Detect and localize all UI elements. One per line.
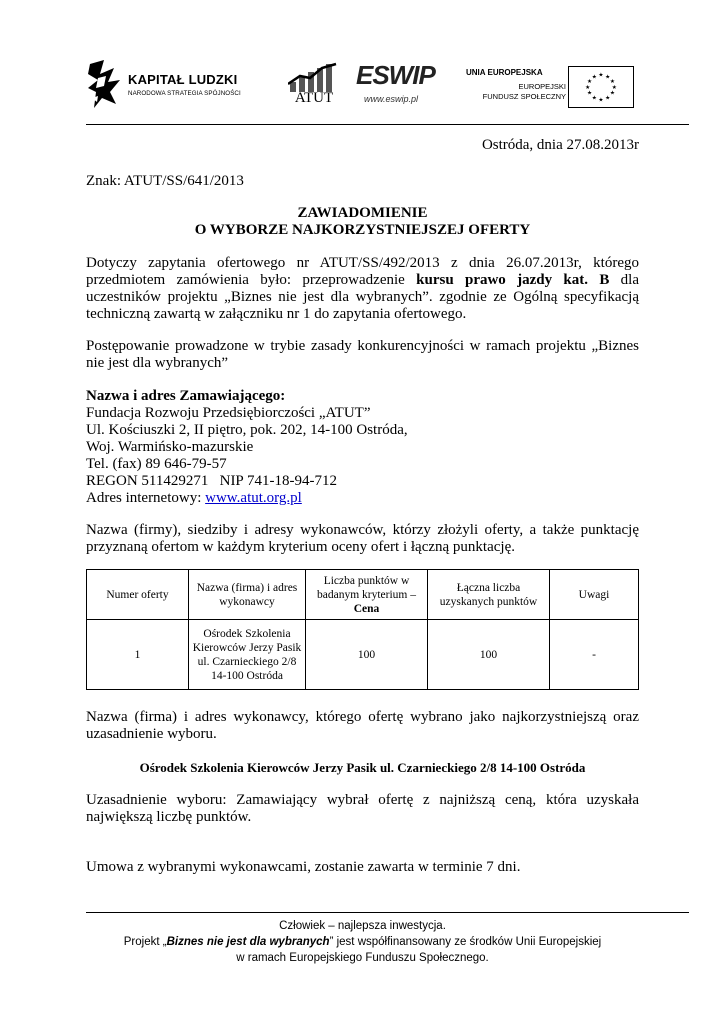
contracting-line4: Tel. (fax) 89 646-79-57 [86,456,227,472]
ue-fund-line1: EUROPEJSKI [518,82,566,91]
cell-notes: - [550,620,639,690]
selected-contractor: Ośrodek Szkolenia Kierowców Jerzy Pasik ul. Czarnieckiego 2/8 14-100 Ostróda [139,760,586,775]
offers-intro: Nazwa (firmy), siedziby i adresy wykonawców, którzy złożyli oferty, a także punktację przyznaną ofertom w każdym kryterium oceny ofert i łączną punktację. [86,522,639,555]
title-line2: O WYBORZE NAJKORZYSTNIEJSZEJ OFERTY [194,222,531,238]
place-date: Ostróda, dnia 27.08.2013r [481,137,639,153]
kapital-ludzki-mark-icon [86,58,122,110]
justification: Uzasadnienie wyboru: Zamawiający wybrał ofertę z najniższą ceną, która uzyskała największą liczbę punktów. [86,792,639,825]
footer-line2 [86,934,639,950]
table-header-row [87,570,639,620]
header-offer-number: Numer oferty [87,570,189,620]
contracting-web [86,490,639,507]
kapital-ludzki-subtitle: NARODOWA STRATEGIA SPÓJNOŚCI [128,90,241,97]
ue-fund [483,82,566,102]
svg-text:★: ★ [598,97,604,104]
svg-text:★: ★ [605,74,611,81]
header-price-label: Cena [353,602,380,615]
svg-text:★: ★ [587,79,593,86]
contracting-authority [86,388,639,507]
eswip-url: www.eswip.pl [364,94,419,104]
selected-intro: Nazwa (firma) i adres wykonawcy, którego ofertę wybrano jako najkorzystniejszą oraz uzasadnienie wyboru. [86,709,639,742]
svg-text:★: ★ [591,74,597,81]
contracting-heading: Nazwa i adres Zamawiającego: [86,388,286,404]
contract-note: Umowa z wybranymi wykonawcami, zostanie zawarta w terminie 7 dni. [86,859,521,875]
procedure-paragraph: Postępowanie prowadzone w trybie zasady konkurencyjności w ramach projektu „Biznes nie jest dla wybranych” [86,338,639,371]
document-title [86,205,639,239]
header-total-points: Łączna liczba uzyskanych punktów [428,570,550,620]
header-price-points-text: Liczba punktów w badanym kryterium – [316,574,416,601]
contracting-line5: REGON 511429271 NIP 741-18-94-712 [86,473,337,489]
footer-line2-pre: Projekt „ [123,936,167,948]
header-notes: Uwagi [550,570,639,620]
reference-number: Znak: ATUT/SS/641/2013 [86,173,244,189]
intro-paragraph [86,255,639,323]
svg-text:★: ★ [585,84,591,91]
eswip-word: ESWIP [356,60,435,90]
header-contractor: Nazwa (firma) i adres wykonawcy [189,570,306,620]
title-line1: ZAWIADOMIENIE [297,205,428,221]
atut-label: ATUT [294,90,334,106]
offers-table [86,569,639,690]
svg-text:★: ★ [605,95,611,102]
intro-part2: dla uczestników projektu „Biznes nie jest dla wybranych”. zgodnie ze Ogólną specyfikacją techniczną zawartą w załączniku nr 1 do zapytania ofertowego. [86,272,639,322]
svg-text:★: ★ [609,90,615,97]
web-label: Adres internetowy: [86,490,206,506]
cell-total-points: 100 [428,620,550,690]
cell-price-points: 100 [306,620,428,690]
table-row [87,620,639,690]
contracting-line1: Fundacja Rozwoju Przedsiębiorczości „ATUT” [86,405,371,421]
atut-logo [288,62,340,110]
footer-divider [86,912,689,913]
contracting-line3: Woj. Warmińsko-mazurskie [86,439,254,455]
svg-text:★: ★ [609,79,615,86]
ue-logo [458,62,634,112]
website-link[interactable]: www.atut.org.pl [205,490,302,506]
eu-flag-icon [568,66,634,108]
header-divider [86,124,689,125]
contracting-line2: Ul. Kościuszki 2, II piętro, pok. 202, 14-100 Ostróda, [86,422,408,438]
svg-text:★: ★ [611,84,617,91]
cell-contractor: Ośrodek Szkolenia Kierowców Jerzy Pasik ul. Czarnieckiego 2/8 14-100 Ostróda [189,620,306,690]
header-price-points [306,570,428,620]
ue-fund-line2: FUNDUSZ SPOŁECZNY [482,92,566,101]
svg-text:★: ★ [598,72,604,79]
kapital-ludzki-title: KAPITAŁ LUDZKI [128,72,238,87]
footer-line1: Człowiek – najlepsza inwestycja. [279,920,446,932]
footer-line2-post: ” jest współfinansowany ze środków Unii Europejskiej [329,936,602,948]
ue-title: UNIA EUROPEJSKA [466,68,543,77]
footer [86,918,639,966]
svg-text:★: ★ [587,90,593,97]
eswip-logo [356,58,434,110]
svg-text:★: ★ [591,95,597,102]
footer-line3: w ramach Europejskiego Funduszu Społecznego. [236,952,489,964]
footer-project-name: Biznes nie jest dla wybranych [166,936,330,948]
kapital-ludzki-logo [86,58,246,110]
cell-offer-number: 1 [87,620,189,690]
intro-part1: Dotyczy zapytania ofertowego nr ATUT/SS/492/2013 z dnia 26.07.2013r, którego przedmiotem zamówienia było: przeprowadzenie [86,255,639,288]
intro-bold: kursu prawo jazdy kat. B [416,272,610,288]
atut-chart-icon [288,62,340,92]
